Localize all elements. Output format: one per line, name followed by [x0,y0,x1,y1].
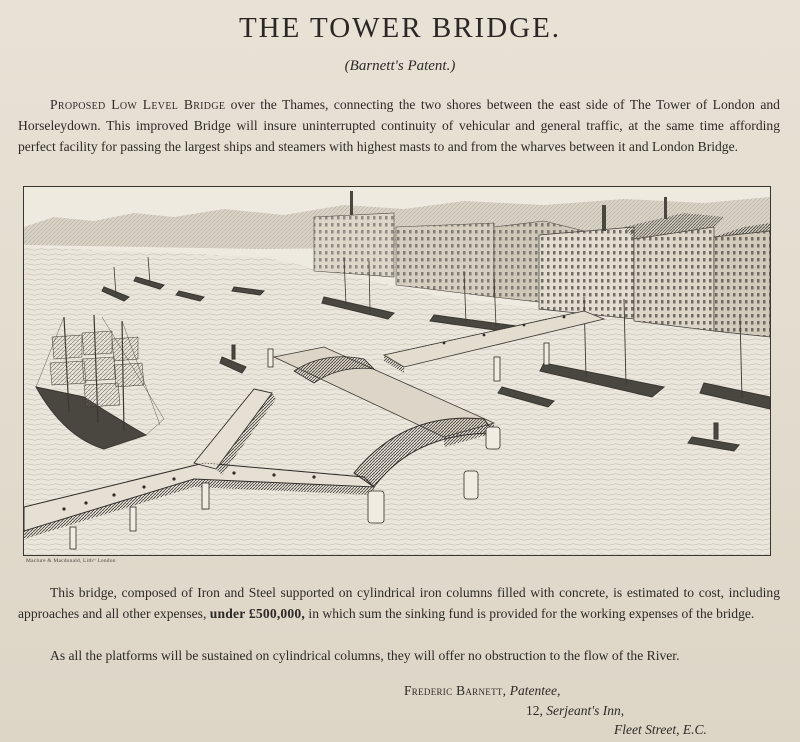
description-paragraph [18,582,780,624]
lithographer-credit: Maclure & Macdonald, Lithʳˢ London [26,558,116,564]
poster-title: THE TOWER BRIDGE. [238,12,562,44]
address-number: 12, [526,703,543,718]
signature-line-1 [404,683,560,699]
note-paragraph: As all the platforms will be sustained on cylindrical columns, they will offer no obstruction to the flow of the River. [50,648,680,663]
description-text-after: in which sum the sinking fund is provided for the working expenses of the bridge. [305,606,755,621]
poster-subtitle: (Barnett's Patent.) [344,58,456,74]
address-line-1: Serjeant's Inn, [546,703,625,718]
description-text-before: This bridge, composed of Iron and Steel supported on cylindrical iron columns filled with concrete, is estimated to cost, including approaches and all other expenses, [18,585,780,621]
address-line-2: Fleet Street, E.C. [614,722,707,737]
intro-text: over the Thames, connecting the two shores between the east side of The Tower of London and Horseleydown. This improved Bridge will insure uninterrupted continuity of vehicular and general traffic, at the same time affording perfect facility for passing the largest ships and steamers with highest masts to and from the wharves between it and London Bridge. [18,97,780,154]
bridge-illustration [23,186,771,556]
signature-line-2 [526,703,624,719]
patentee-role: Patentee, [509,683,561,698]
patentee-name: Frederic Barnett, [404,683,507,698]
bridge-engraving [24,187,770,555]
cost-emphasis: under £500,000, [209,606,306,621]
intro-lead: Proposed Low Level Bridge [50,97,226,112]
intro-paragraph [18,94,780,157]
